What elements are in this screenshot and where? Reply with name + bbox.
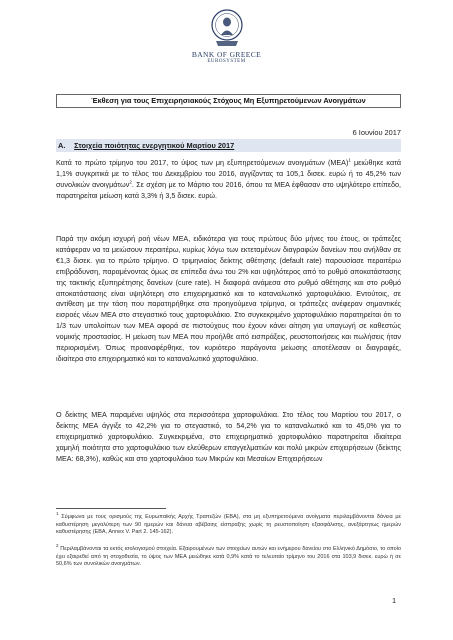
footnote-2-text: Περιλαμβάνονται τα εκτός ισολογισμού στοιχεία. Εξαιρουμένων των στοιχείων αυτών και ενήμερου δανείου στο Ελληνικό Δημόσιο, το οποίο έχει εξαιρεθεί από τη στοχοθεσία, το ύψος των ΜΕΑ μειώθηκε κατά 0,9% κατά το τελευταίο τρίμηνο του 2016 στα 103,9 δισεκ. ευρώ ή σε 50,6% των συνολικών ανοιγμάτων. bbox=[56, 546, 402, 568]
paragraph-1-part-a: Κατά το πρώτο τρίμηνο του 2017, το ύψος των μη εξυπηρετούμενων ανοιγμάτων (ΜΕΑ) bbox=[56, 158, 349, 167]
bank-name: BANK OF GREECE bbox=[191, 50, 262, 59]
paragraph-1-part-c: . Σε σχέση με το Μάρτιο του 2016, όπου τα ΜΕΑ έφθασαν στο υψηλότερο επίπεδο, παρατηρείται μείωση κατά 3,3% ή 3,5 δισεκ. ευρώ. bbox=[56, 179, 401, 200]
bank-emblem-icon bbox=[210, 8, 244, 48]
footnote-ref-1[interactable]: 1 bbox=[348, 157, 351, 163]
footnote-2-mark: 2 bbox=[56, 543, 59, 549]
report-title: Έκθεση για τους Επιχειρησιακούς Στόχους Μη Εξυπηρετούμενων Ανοιγμάτων bbox=[56, 94, 401, 108]
paragraph-1-part-b: μειώθηκε κατά 1,1% συγκριτικά με το τέλος του Δεκεμβρίου του 2016, αγγίζοντας τα 105,1 δισεκ. ευρώ ή το 45,2% των συνολικών ανοιγμάτων bbox=[56, 158, 401, 189]
paragraph-1 bbox=[56, 158, 401, 202]
footnote-1-text: Σύμφωνα με τους ορισμούς της Ευρωπαϊκής Αρχής Τραπεζών (ΕΒΑ), στα μη εξυπηρετούμενα ανοίγματα περιλαμβάνονται δάνεια με καθυστέρηση μεγαλύτερη των 90 ημερών και δάνεια αβέβαιης είσπραξης χωρίς τη ρευστοποίηση εξασφάλισης, ανεξάρτητως ημερών καθυστέρησης (EBA, Annex V. Part 2. 145-162). bbox=[56, 514, 402, 536]
footnote-1-mark: 1 bbox=[56, 511, 59, 517]
footnote-1 bbox=[56, 511, 402, 537]
section-number: A. bbox=[58, 141, 66, 150]
paragraph-3: Ο δείκτης ΜΕΑ παραμένει υψηλός στα περισσότερα χαρτοφυλάκια. Στο τέλος του Μαρτίου του 2017, ο δείκτης ΜΕΑ άγγιξε το 42,2% για το στεγαστικό, το 54,2% για το καταναλωτικό και το 45,0% για το επιχειρηματικό χαρτοφυλάκιο. Συγκεκριμένα, στο επιχειρηματικό χαρτοφυλάκιο παρατηρείται ιδιαίτερα χαμηλή ποιότητα στο χαρτοφυλάκιο των ελεύθερων επαγγελματιών και πολύ μικρών επιχειρήσεων (δείκτης ΜΕΑ: 68,3%), καθώς και στο χαρτοφυλάκιο των Μικρών και Μεσαίων Επιχειρήσεων bbox=[56, 410, 401, 463]
section-heading bbox=[56, 139, 401, 152]
page-number: 1 bbox=[392, 596, 397, 605]
section-title: Στοιχεία ποιότητας ενεργητικού Μαρτίου 2017 bbox=[74, 141, 235, 150]
footnote-ref-2[interactable]: 2 bbox=[129, 179, 132, 185]
footnote-2 bbox=[56, 543, 402, 569]
footnote-divider bbox=[56, 508, 166, 509]
eurosystem-label: EUROSYSTEM bbox=[207, 59, 246, 64]
report-date: 6 Ιουνίου 2017 bbox=[352, 128, 401, 137]
paragraph-2: Παρά την ακόμη ισχυρή ροή νέων ΜΕΑ, ειδικότερα για τους πρώτους δύο μήνες του έτους, οι τράπεζες κατάφεραν να τα μειώσουν περαιτέρω, κυρίως λόγω των εκτεταμένων διαγραφών δανείων που ανήλθαν σε €1,3 δισεκ. για το πρώτο τρίμηνο. Ο τριμηνιαίος δείκτης αθέτησης (default rate) παρουσίασε περαιτέρω επιβράδυνση, παραμένοντας όμως σε επίπεδα άνω του 2% και υψηλότερος από το ρυθμό αποκατάστασης της τακτικής εξυπηρέτησης δανείων (cure rate). Η διαφορά ανάμεσα στο ρυθμό αθέτησης και στο ρυθμό αποκατάστασης είναι υψηλότερη στο επιχειρηματικό και το καταναλωτικό χαρτοφυλάκιο. Εντούτοις, σε αντίθεση με την τάση που παρατηρήθηκε στα προηγούμενα τρίμηνα, οι τράπεζες ανέφεραν σημαντικές εισροές νέων ΜΕΑ στο στεγαστικό τους χαρτοφυλάκιο. Στο συγκεκριμένο χαρτοφυλάκιο παρατηρείται ότι το 1/3 των υπολοίπων των ΜΕΑ αφορά σε πιστούχους που έχουν κάνει αίτηση για υπαγωγή σε καθεστώς νομικής προστασίας. Η μείωση των ΜΕΑ που προήλθε από εισπράξεις, ρευστοποιήσεις και πωλήσεις ήταν περιορισμένη. Όπως προαναφέρθηκε, τον κυριότερο παράγοντα μείωσης αποτέλεσαν οι διαγραφές, ιδιαίτερα στο επιχειρηματικό και το καταναλωτικό χαρτοφυλάκιο. bbox=[56, 234, 401, 363]
